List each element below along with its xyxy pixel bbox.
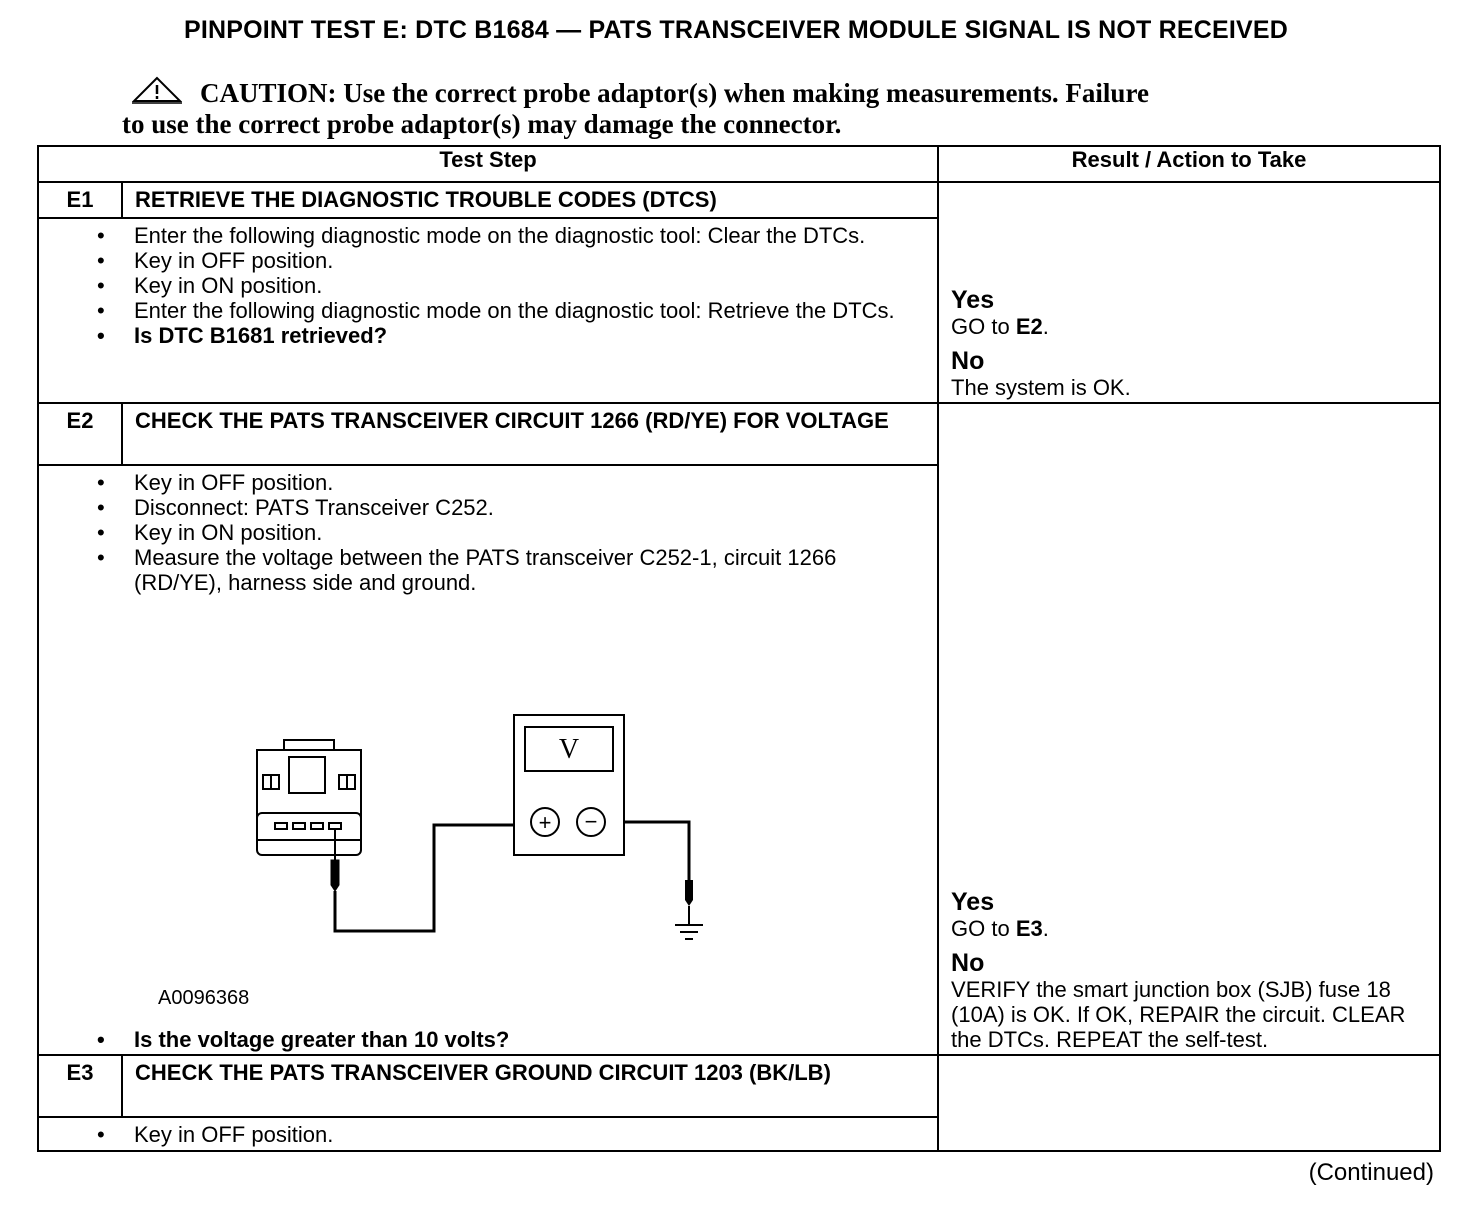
step-code: E3 [38, 1055, 122, 1117]
caution-text-line2: to use the correct probe adaptor(s) may damage the connector. [122, 109, 842, 139]
step-heading: RETRIEVE THE DIAGNOSTIC TROUBLE CODES (DTCS) [122, 182, 938, 218]
ground-symbol-icon [675, 906, 703, 939]
list-item: • Key in ON position. [134, 273, 927, 298]
list-item: • Key in ON position. [134, 520, 927, 545]
header-result: Result / Action to Take [938, 146, 1440, 182]
step-code: E1 [38, 182, 122, 218]
no-action: The system is OK. [951, 375, 1131, 400]
plus-terminal-label: + [538, 810, 552, 835]
connector-c252-icon [257, 740, 361, 855]
question-list [39, 1027, 937, 1052]
list-item: • Key in OFF position. [134, 470, 927, 495]
step-body [38, 218, 938, 403]
yes-label: Yes [951, 286, 995, 314]
voltage-measurement-figure [39, 595, 937, 1027]
step-heading: CHECK THE PATS TRANSCEIVER CIRCUIT 1266 (RD/YE) FOR VOLTAGE [122, 403, 938, 465]
meter-diagram [39, 595, 939, 1015]
list-item: • Key in OFF position. [134, 1122, 927, 1147]
step-heading: CHECK THE PATS TRANSCEIVER GROUND CIRCUIT 1203 (BK/LB) [122, 1055, 938, 1117]
step-body [38, 1117, 938, 1151]
test-lead-negative [624, 822, 689, 880]
list-item: • Measure the voltage between the PATS transceiver C252-1, circuit 1266 (RD/YE), harness side and ground. [134, 545, 927, 595]
yes-action: GO to E2. [951, 314, 1049, 339]
no-action: VERIFY the smart junction box (SJB) fuse 18 (10A) is OK. If OK, REPAIR the circuit. CLEAR the DTCs. REPEAT the self-test. [951, 977, 1406, 1052]
continued-label: (Continued) [1308, 1159, 1434, 1186]
step-question: • Is DTC B1681 retrieved? [134, 323, 927, 348]
instruction-list [39, 219, 937, 348]
table-header-row [38, 146, 1440, 182]
step-code: E2 [38, 403, 122, 465]
goto-step-link[interactable]: E3 [1015, 916, 1043, 941]
instruction-list [39, 466, 937, 595]
no-label: No [951, 347, 985, 375]
yes-label: Yes [951, 888, 995, 916]
probe-positive [331, 829, 339, 891]
minus-terminal-label: − [584, 809, 598, 834]
list-item: • Enter the following diagnostic mode on the diagnostic tool: Clear the DTCs. [134, 223, 927, 248]
probe-negative [685, 880, 693, 906]
instruction-list [39, 1118, 937, 1147]
step-question: • Is the voltage greater than 10 volts? [134, 1027, 927, 1052]
list-item: • Disconnect: PATS Transceiver C252. [134, 495, 927, 520]
caution-label: CAUTION: [200, 78, 337, 108]
step-e3-result [938, 1055, 1440, 1151]
meter-symbol: V [558, 734, 580, 765]
step-e2-heading-row [38, 403, 1440, 465]
warning-triangle-icon [132, 76, 182, 104]
header-test-step: Test Step [38, 146, 938, 182]
page-title: PINPOINT TEST E: DTC B1684 — PATS TRANSCEIVER MODULE SIGNAL IS NOT RECEIVED [183, 16, 1289, 44]
step-e1-heading-row [38, 182, 1440, 218]
caution-notice [122, 76, 1322, 140]
test-step-table [37, 145, 1441, 1152]
list-item: • Key in OFF position. [134, 248, 927, 273]
caution-text-line1: Use the correct probe adaptor(s) when making measurements. Failure [343, 78, 1149, 108]
step-e1-result [938, 182, 1440, 403]
figure-id: A0096368 [158, 987, 250, 1009]
no-label: No [951, 949, 985, 977]
list-item: • Enter the following diagnostic mode on the diagnostic tool: Retrieve the DTCs. [134, 298, 927, 323]
goto-step-link[interactable]: E2 [1015, 314, 1043, 339]
step-e2-result [938, 403, 1440, 1055]
step-body [38, 465, 938, 1055]
yes-action: GO to E3. [951, 916, 1049, 941]
step-e3-heading-row [38, 1055, 1440, 1117]
